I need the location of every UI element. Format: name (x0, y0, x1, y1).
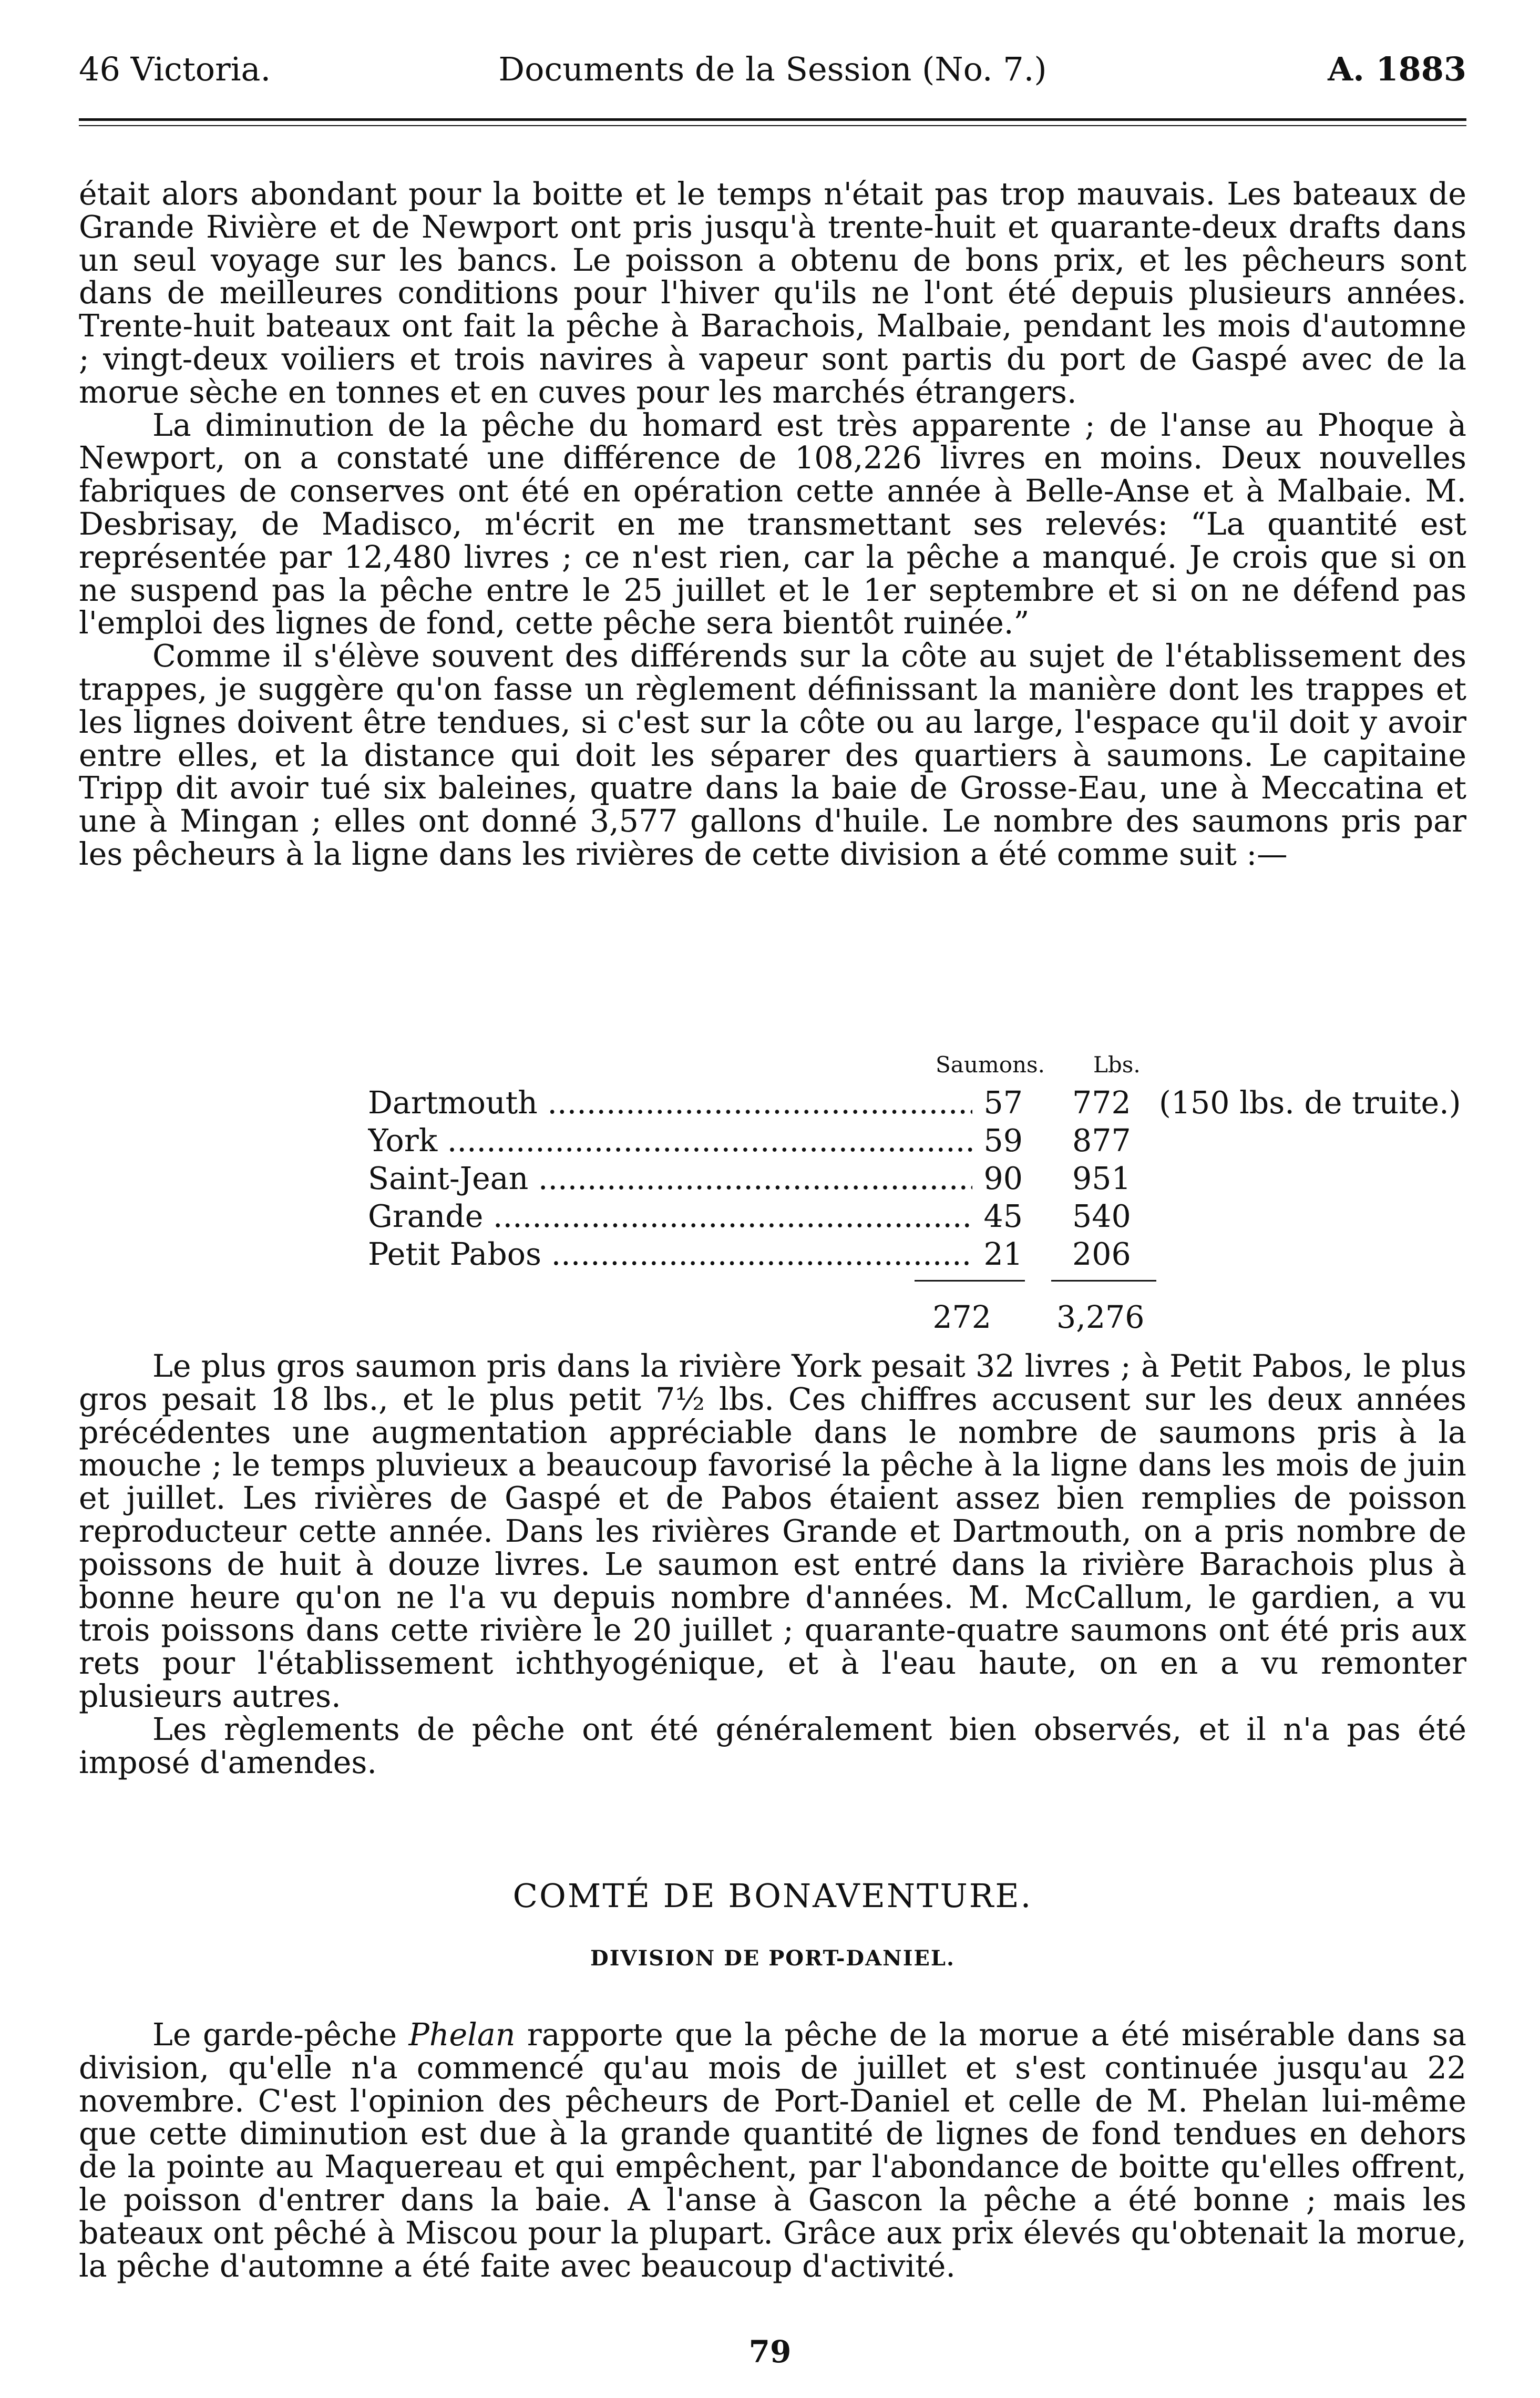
paragraph: La diminution de la pêche du homard est très apparente ; de l'anse au Phoque à Newport, on a constaté une différence de 108,226 livres en moins. Deux nouvelles fabriques de conserves ont été en opération cette année à Belle-Anse et à Malbaie. M. Desbrisay, de Madisco, m'écrit en me transmettant ses relevés: “La quantité est représentée par 12,480 livres ; ce n'est rien, car la pêche a manqué. Je crois que si on ne suspend pas la pêche entre le 25 juillet et le 1er septembre et si on ne défend pas l'emploi des lignes de fond, cette pêche sera bientôt ruinée.” (79, 407, 1466, 641)
total-rule-lbs (1051, 1280, 1156, 1282)
lbs-value: 540 (1072, 1198, 1131, 1234)
body-text-top (79, 178, 1466, 871)
river-name: Saint-Jean ..... (368, 1160, 972, 1197)
table-total-row (368, 1298, 1472, 1336)
header-title: Documents de la Session (No. 7.) (498, 50, 1047, 88)
river-name: Grande ..... (368, 1197, 972, 1235)
table-row (368, 1084, 1472, 1122)
lbs-value: 772 (1072, 1085, 1131, 1121)
column-header-saumons: Saumons. (936, 1052, 1045, 1078)
lbs-value: 951 (1072, 1161, 1131, 1196)
table-row (368, 1197, 1472, 1235)
guardian-name: Phelan (408, 2017, 516, 2053)
column-header-lbs: Lbs. (1093, 1052, 1141, 1078)
river-name: Petit Pabos ..... (368, 1235, 972, 1273)
paragraph: Le plus gros saumon pris dans la rivière York pesait 32 livres ; à Petit Pabos, le plus gros pesait 18 lbs., et le plus petit 7½ lbs. Ces chiffres accusent sur les deux années précédentes une augmentation appréciable dans le nombre de saumons pris à la mouche ; le temps pluvieux a beaucoup favorisé la pêche à la ligne dans les mois de juin et juillet. Les rivières de Gaspé et de Pabos étaient assez bien remplies de poisson reproducteur cette année. Dans les rivières Grande et Dartmouth, on a pris nombre de poissons de huit à douze livres. Le saumon est entré dans la rivière Barachois plus à bonne heure qu'on ne l'a vu depuis nombre d'années. M. McCallum, le gardien, a vu trois poissons dans cette rivière le 20 juillet ; quarante-quatre saumons ont été pris aux rets pour l'établissement ichthyogénique, et à l'eau haute, on en a vu remonter plusieurs autres. (79, 1348, 1466, 1714)
paragraph-start: Le garde-pêche (152, 2017, 409, 2053)
saumons-value: 21 (972, 1235, 1023, 1273)
total-lbs: 3,276 (1056, 1299, 1145, 1335)
river-name: Dartmouth ..... (368, 1084, 972, 1122)
table-row (368, 1160, 1472, 1197)
body-text-bottom (79, 2018, 1466, 2282)
paragraph: Les règlements de pêche ont été généralement bien observés, et il n'a pas été imposé d'amendes. (79, 1711, 1466, 1780)
paragraph: était alors abondant pour la boitte et le temps n'était pas trop mauvais. Les bateaux de Grande Rivière et de Newport ont pris jusqu'à trente-huit et quarante-deux drafts dans un seul voyage sur les bancs. Le poisson a obtenu de bons prix, et les pêcheurs sont dans de meilleures conditions pour l'hiver qu'ils ne l'ont été depuis plusieurs années. Trente-huit bateaux ont fait la pêche à Barachois, Malbaie, pendant les mois d'automne ; vingt-deux voiliers et trois navires à vapeur sont partis du port de Gaspé avec de la morue sèche en tonnes et en cuves pour les marchés étrangers. (79, 176, 1466, 410)
lbs-value: 877 (1072, 1123, 1131, 1159)
header-volume: 46 Victoria. (79, 50, 271, 88)
saumons-value: 57 (972, 1084, 1023, 1122)
header-rule-thin (79, 125, 1466, 126)
body-text-middle (79, 1350, 1466, 1779)
paragraph (79, 2018, 1466, 2282)
saumons-value: 45 (972, 1197, 1023, 1235)
table-row (368, 1122, 1472, 1160)
header-year: A. 1883 (1328, 50, 1466, 88)
row-note: (150 lbs. de truite.) (1159, 1085, 1461, 1121)
saumons-value: 90 (972, 1160, 1023, 1197)
header-rule-thick (79, 118, 1466, 121)
paragraph-rest: rapporte que la pêche de la morue a été misérable dans sa division, qu'elle n'a commencé qu'au mois de juillet et s'est continuée jusqu'au 22 novembre. C'est l'opinion des pêcheurs de Port-Daniel et celle de M. Phelan lui-même que cette diminution est due à la grande quantité de lignes de fond tendues en dehors de la pointe au Maquereau et qui empêchent, par l'abondance de boitte qu'elles offrent, le poisson d'entrer dans la baie. A l'anse à Gascon la pêche a été bonne ; mais les bateaux ont pêché à Miscou pour la plupart. Grâce aux prix élevés qu'obtenait la morue, la pêche d'automne a été faite avec beaucoup d'activité. (79, 2017, 1466, 2284)
river-name: York ..... (368, 1122, 972, 1160)
total-saumons: 272 (915, 1298, 991, 1336)
paragraph: Comme il s'élève souvent des différends sur la côte au sujet de l'établissement des trappes, je suggère qu'on fasse un règlement définissant la manière dont les trappes et les lignes doivent être tendues, si c'est sur la côte ou au large, l'espace qu'il doit y avoir entre elles, et la distance qui doit les séparer des quartiers à saumons. Le capitaine Tripp dit avoir tué six baleines, quatre dans la baie de Grosse-Eau, une à Meccatina et une à Mingan ; elles ont donné 3,577 gallons d'huile. Le nombre des saumons pris par les pêcheurs à la ligne dans les rivières de cette division a été comme suit :— (79, 638, 1466, 872)
lbs-value: 206 (1072, 1236, 1131, 1272)
division-heading: DIVISION DE PORT-DANIEL. (590, 1946, 955, 1971)
table-row (368, 1235, 1472, 1273)
total-rule (368, 1280, 1472, 1283)
county-heading: COMTÉ DE BONAVENTURE. (512, 1877, 1033, 1915)
total-rule-saumons (915, 1280, 1025, 1282)
page-number: 79 (748, 2334, 792, 2370)
saumons-value: 59 (972, 1122, 1023, 1160)
running-header (79, 48, 1466, 90)
